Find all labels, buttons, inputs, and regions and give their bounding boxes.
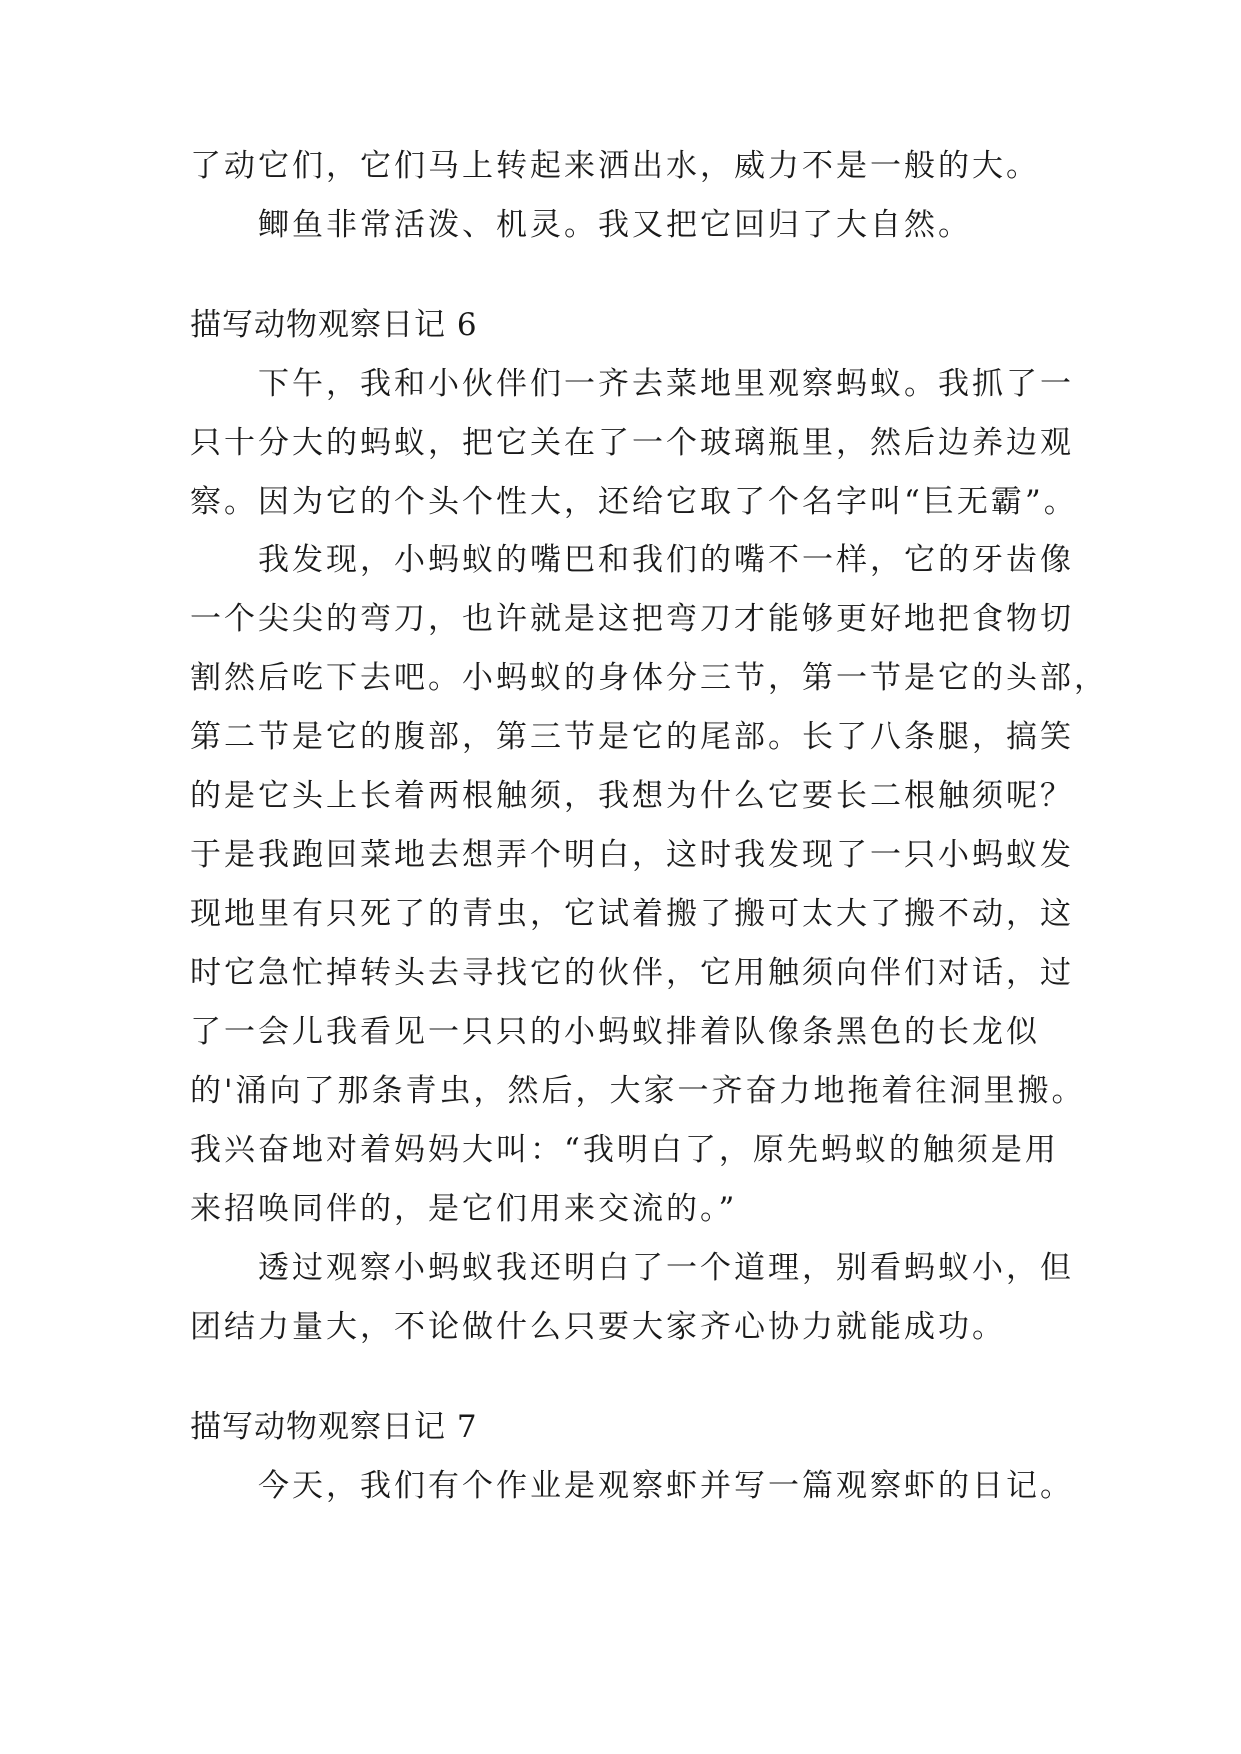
text-line: 来招唤同伴的，是它们用来交流的。” — [190, 1191, 738, 1227]
text-line: 下午，我和小伙伴们一齐去菜地里观察蚂蚁。我抓了一 — [258, 366, 1074, 402]
text-line: 我兴奋地对着妈妈大叫：“我明白了，原先蚂蚁的触须是用 — [190, 1132, 1059, 1168]
text-line: 了一会儿我看见一只只的小蚂蚁排着队像条黑色的长龙似 — [190, 1014, 1040, 1050]
text-line: 于是我跑回菜地去想弄个明白，这时我发现了一只小蚂蚁发 — [190, 837, 1074, 873]
text-line: 的'涌向了那条青虫，然后，大家一齐奋力地拖着往洞里搬。 — [190, 1073, 1086, 1109]
section-6-title: 描写动物观察日记 6 — [190, 307, 478, 343]
text-line: 一个尖尖的弯刀，也许就是这把弯刀才能够更好地把食物切 — [190, 601, 1074, 637]
text-line: 时它急忙掉转头去寻找它的伙伴，它用触须向伴们对话，过 — [190, 955, 1074, 991]
section-7-title: 描写动物观察日记 7 — [190, 1409, 478, 1445]
text-line: 透过观察小蚂蚁我还明白了一个道理，别看蚂蚁小，但 — [258, 1250, 1074, 1286]
text-line: 割然后吃下去吧。小蚂蚁的身体分三节，第一节是它的头部， — [190, 660, 1108, 696]
text-line: 我发现，小蚂蚁的嘴巴和我们的嘴不一样，它的牙齿像 — [258, 542, 1074, 578]
text-line: 只十分大的蚂蚁，把它关在了一个玻璃瓶里，然后边养边观 — [190, 425, 1074, 461]
text-line: 鲫鱼非常活泼、机灵。我又把它回归了大自然。 — [258, 207, 972, 243]
text-line: 的是它头上长着两根触须，我想为什么它要长二根触须呢？ — [190, 778, 1074, 814]
text-line: 了动它们，它们马上转起来洒出水，威力不是一般的大。 — [190, 148, 1040, 184]
section-6-paragraph-3 — [190, 1239, 1074, 1357]
text-line: 团结力量大，不论做什么只要大家齐心协力就能成功。 — [190, 1309, 1006, 1345]
section-5-tail — [190, 137, 1070, 255]
section-7-paragraph-1 — [190, 1457, 1074, 1516]
text-line: 今天，我们有个作业是观察虾并写一篇观察虾的日记。 — [258, 1468, 1074, 1504]
text-line: 第二节是它的腹部，第三节是它的尾部。长了八条腿，搞笑 — [190, 719, 1074, 755]
text-line: 察。因为它的个头个性大，还给它取了个名字叫“巨无霸”。 — [190, 484, 1078, 520]
text-line: 现地里有只死了的青虫，它试着搬了搬可太大了搬不动，这 — [190, 896, 1074, 932]
section-6-paragraph-1 — [190, 355, 1078, 532]
section-6-paragraph-2 — [190, 531, 1108, 1239]
